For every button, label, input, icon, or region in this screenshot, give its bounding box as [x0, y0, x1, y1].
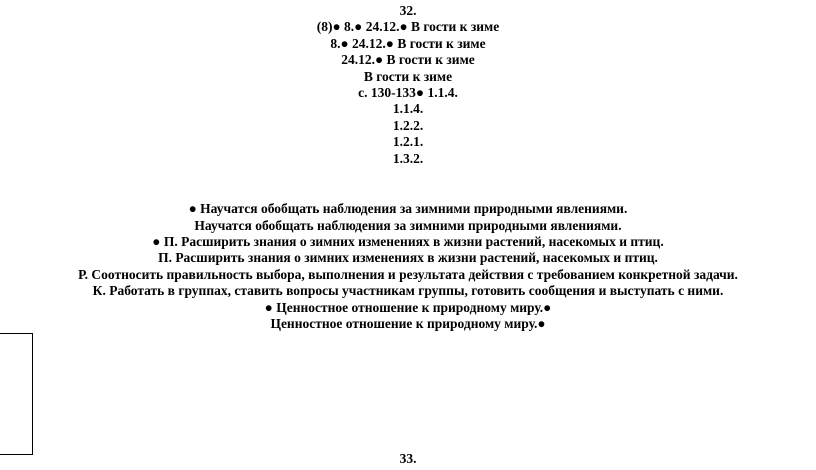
lesson-line: с. 130-133● 1.1.4.	[358, 85, 458, 100]
outcome-line: Ценностное отношение к природному миру.●	[270, 316, 546, 331]
outcome-line: ● Научатся обобщать наблюдения за зимними природными явлениями.	[188, 201, 628, 216]
outcome-line: Р. Соотносить правильность выбора, выполнения и результата действия с требованием конкретной задачи.	[78, 267, 738, 282]
outcome-line: Научатся обобщать наблюдения за зимними природными явлениями.	[194, 218, 622, 233]
page-number-bottom: 33.	[399, 451, 417, 466]
lesson-line: 24.12.● В гости к зиме	[341, 52, 475, 67]
lesson-line: 1.2.2.	[392, 118, 424, 133]
outcome-line: ● П. Расширить знания о зимних изменениях в жизни растений, насекомых и птиц.	[152, 234, 664, 249]
lesson-line: 1.1.4.	[392, 101, 424, 116]
lesson-line: 1.3.2.	[392, 151, 424, 166]
margin-box	[0, 333, 33, 455]
outcome-line: П. Расширить знания о зимних изменениях в жизни растений, насекомых и птиц.	[158, 250, 658, 265]
lesson-line: (8)● 8.● 24.12.● В гости к зиме	[316, 19, 500, 34]
lesson-line: В гости к зиме	[363, 69, 453, 84]
page-number-top: 32.	[399, 3, 417, 18]
outcome-line: ● Ценностное отношение к природному миру.●	[264, 300, 552, 315]
outcome-line: К. Работать в группах, ставить вопросы участникам группы, готовить сообщения и выступать с ними.	[92, 283, 724, 298]
lesson-line: 8.● 24.12.● В гости к зиме	[330, 36, 486, 51]
lesson-line: 1.2.1.	[392, 134, 424, 149]
